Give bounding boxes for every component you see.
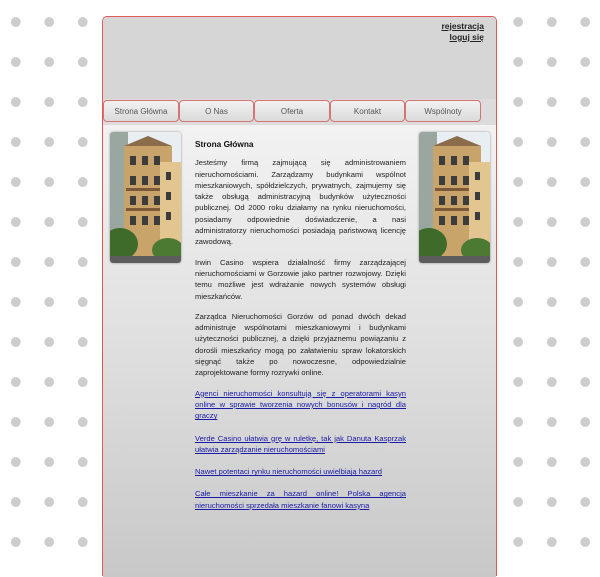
- article-link[interactable]: Verde Casino ułatwia grę w ruletkę, tak jak Danuta Kasprzak ułatwia zarządzanie nieruchomościami: [195, 433, 406, 454]
- article-link[interactable]: Agenci nieruchomości konsultują się z operatorami kasyn online w sprawie tworzenia nowych bonusów i nagród dla graczy: [195, 388, 406, 421]
- tab-about[interactable]: O Nas: [179, 100, 254, 122]
- building-photo-image: [110, 132, 181, 263]
- login-link[interactable]: loguj się: [449, 32, 484, 42]
- page-title: Strona Główna: [195, 139, 254, 149]
- building-photo-image: [419, 132, 490, 263]
- article-link[interactable]: Nawet potentaci rynku nieruchomości uwielbiają hazard: [195, 467, 382, 477]
- register-link[interactable]: rejestracja: [441, 21, 484, 31]
- main-nav: [103, 100, 496, 123]
- tab-communities[interactable]: Wspólnoty: [405, 100, 481, 122]
- content-area: [103, 125, 496, 577]
- building-photo-right: [419, 132, 490, 263]
- history-paragraph: Zarządca Nieruchomości Gorzów od ponad dwóch dekad administruje wspólnotami mieszkaniowymi i budynkami użyteczności publicznej, a dzięki przyjaznemu powiązaniu z dorośli mieszkańcy mogą po załatwieniu spraw lokatorskich sięgnąć także po nowoczesne, odpowiedzialnie zaprojektowane formy rozrywki online.: [195, 311, 406, 378]
- main-article: [195, 139, 406, 522]
- partner-paragraph: Irwin Casino wspiera działalność firmy zarządzającej nieruchomościami w Gorzowie jako partner rozwojowy. Dzięki temu możliwe jest wdrażanie nowych systemów obsługi mieszkańców.: [195, 257, 406, 301]
- intro-paragraph: Jesteśmy firmą zajmującą się administrowaniem nieruchomościami. Zarządzamy budynkami wspólnot mieszkaniowych, spółdzielczych, prywatnych, zajmujemy się także obsługą administracyjną budynków użyteczności publicznej. Od 2000 roku działamy na rynku nieruchomości, posiadamy odpowiednie doświadczenie, a nasi administratorzy nieruchomości posiadają państwową licencję zawodową.: [195, 158, 406, 247]
- tab-home[interactable]: Strona Główna: [103, 100, 179, 122]
- page-container: [102, 16, 497, 576]
- article-link[interactable]: Całe mieszkanie za hazard online! Polska agencja nieruchomości sprzedała mieszkanie fanowi kasyna: [195, 489, 406, 510]
- account-links: [441, 21, 484, 43]
- building-photo-left: [110, 132, 181, 263]
- header: [103, 17, 496, 99]
- tab-contact[interactable]: Kontakt: [330, 100, 405, 122]
- tab-offer[interactable]: Oferta: [254, 100, 330, 122]
